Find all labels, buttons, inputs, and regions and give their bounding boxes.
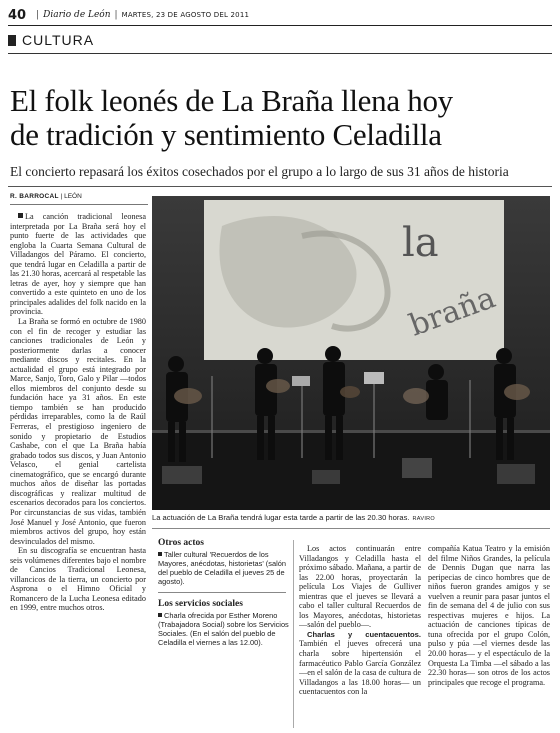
lead-square-icon (18, 213, 23, 218)
headline-line-1: El folk leonés de La Braña llena hoy (10, 83, 453, 118)
column-divider (293, 540, 294, 728)
paragraph-lead: Charlas y cuentacuentos. (307, 629, 421, 639)
body-column-1 (10, 212, 146, 724)
aside-title-servicios-sociales: Los servicios sociales (158, 599, 243, 609)
body-column-3 (299, 544, 421, 728)
body-paragraph: La Braña se formó en octubre de 1980 con el fin de recoger y estudiar las canciones tradicionales de León y posteriormente darlas a conocer mediante discos y recitales. En la actualidad el grupo está integrado por Marce, Sanjo, Toro, Galo y Pilar —todos ellos miembros del conjunto desde su fundación hace ya 31 años. En este tiempo también se han producido pérdidas irreparables, como la de Raúl Ferreras, el prestigioso ingeniero de sonido y propietario de Estudios Cashabe, con el que La Braña había grabado todos sus discos, y Juan Antonio Velasco, el genial cartelista cinematográfico, que se encargó durante muchos años de diseñar las portadas discográficas y realizar multitud de escenarios decorados para los conciertos. Por circunstancias de sus vidas, también José Manuel y José Antonio, que fueron miembros activos del grupo, hoy están desvinculados del mismo. (10, 317, 146, 546)
subtitle: El concierto repasará los éxitos cosechados por el grupo a lo largo de sus 31 años de historia (10, 164, 509, 179)
aside-item: Charla ofrecida por Esther Moreno (Trabajadora Social) sobre los Servicios Sociales. (En el salón del pueblo de Celadilla el viernes a las 12.00). (158, 611, 289, 647)
body-paragraph: La canción tradicional leonesa interpretada por La Braña será hoy el punto fuerte de las actividades que engloba la Cuarta Semana Cultural de Villadangos del Páramo. El concierto, que tendrá lugar en Celadilla a partir de las 21.30 horas, acercará al respetable las letras de ayer, hoy y siempre que han convertido a este quinteto en uno de los principales adalides del folk nacido en la provincia. (10, 212, 146, 317)
byline-place: LEÓN (64, 193, 82, 200)
header-separator: | (36, 10, 40, 20)
section-marker (8, 35, 16, 46)
headline (10, 84, 552, 152)
caption-rule (152, 528, 550, 529)
events-sidebar (158, 538, 290, 728)
body-paragraph: En su discografía se encuentran hasta seis volúmenes diferentes bajo el nombre de Cancios Tradicional Leonesa, villancicos de la tierra, un concierto por Asprona o el Himno Oficial y Romancero de la Lucha Leonesa editado en 1999, entre muchos otros. (10, 546, 146, 613)
section-name: CULTURA (22, 32, 95, 48)
svg-text:braña: braña (404, 280, 501, 344)
aside-item: Taller cultural 'Recuerdos de los Mayores, anécdotas, historietas' (salón del pueblo de Celadilla el jueves 25 de agosto). (158, 550, 286, 586)
header-separator: | (114, 10, 118, 20)
byline-rule (10, 204, 148, 205)
body-column-4: compañía Katua Teatro y la emisión del filme Niños Grandes, la película de Dennis Dugan que narra las peripecias de cinco hombres que de niños fueron grandes amigos y se vuelven a reunir para pasar juntos el fin de semana del 4 de julio con sus respectivas mujeres e hijos. La actuación de canciones típicas de tuna ofrecida por el grupo Colón, pulso y púa —el viernes desde las 20.00 horas— y el espectáculo de la Orquesta La Timba —el sábado a las 22.30 horas— son otros de los actos principales que recoge el programa. (428, 544, 550, 687)
screen-text: la (402, 220, 439, 266)
page-header (8, 6, 552, 24)
byline-separator: | (60, 193, 65, 200)
concert-photo (152, 196, 550, 510)
body-paragraph: Charlas y cuentacuentos. También el jueves ofrecerá una charla sobre hipertensión el farmacéutico Pablo García González —en el salón de la casa de cultura de Villadangos a las 18.00 horas— un cuentacuentos con la (299, 629, 421, 697)
byline (10, 193, 150, 200)
headline-line-2: de tradición y sentimiento Celadilla (10, 117, 442, 152)
section-rule (8, 53, 552, 54)
aside-title-otros-actos: Otros actos (158, 538, 204, 548)
byline-author: R. BARROCAL (10, 193, 59, 200)
issue-date: MARTES, 23 DE AGOSTO DEL 2011 (121, 11, 250, 19)
bullet-icon (158, 552, 162, 556)
concert-photo-illustration (152, 196, 550, 510)
photo-caption: La actuación de La Braña tendrá lugar esta tarde a partir de las 20.30 horas. RAVIRO (152, 513, 435, 522)
body-paragraph: Los actos continuarán entre Villadangos y Celadilla hasta el próximo sábado. Mañana, a partir de las 22.00 horas, proyectarán la película Los Viajes de Gulliver mientras que el jueves se llevará a cabo el taller cultural Recuerdos de los Mayores, anécdotas, historietas —salón del pueblo—. (299, 544, 421, 630)
photo-credit: RAVIRO (412, 516, 435, 522)
section-label (8, 32, 552, 50)
page-number: 40 (8, 7, 27, 23)
header-rule (8, 25, 552, 26)
bullet-icon (158, 613, 162, 617)
aside-divider (158, 592, 286, 593)
subtitle-rule (8, 186, 552, 187)
newspaper-name: Diario de León (43, 10, 111, 20)
